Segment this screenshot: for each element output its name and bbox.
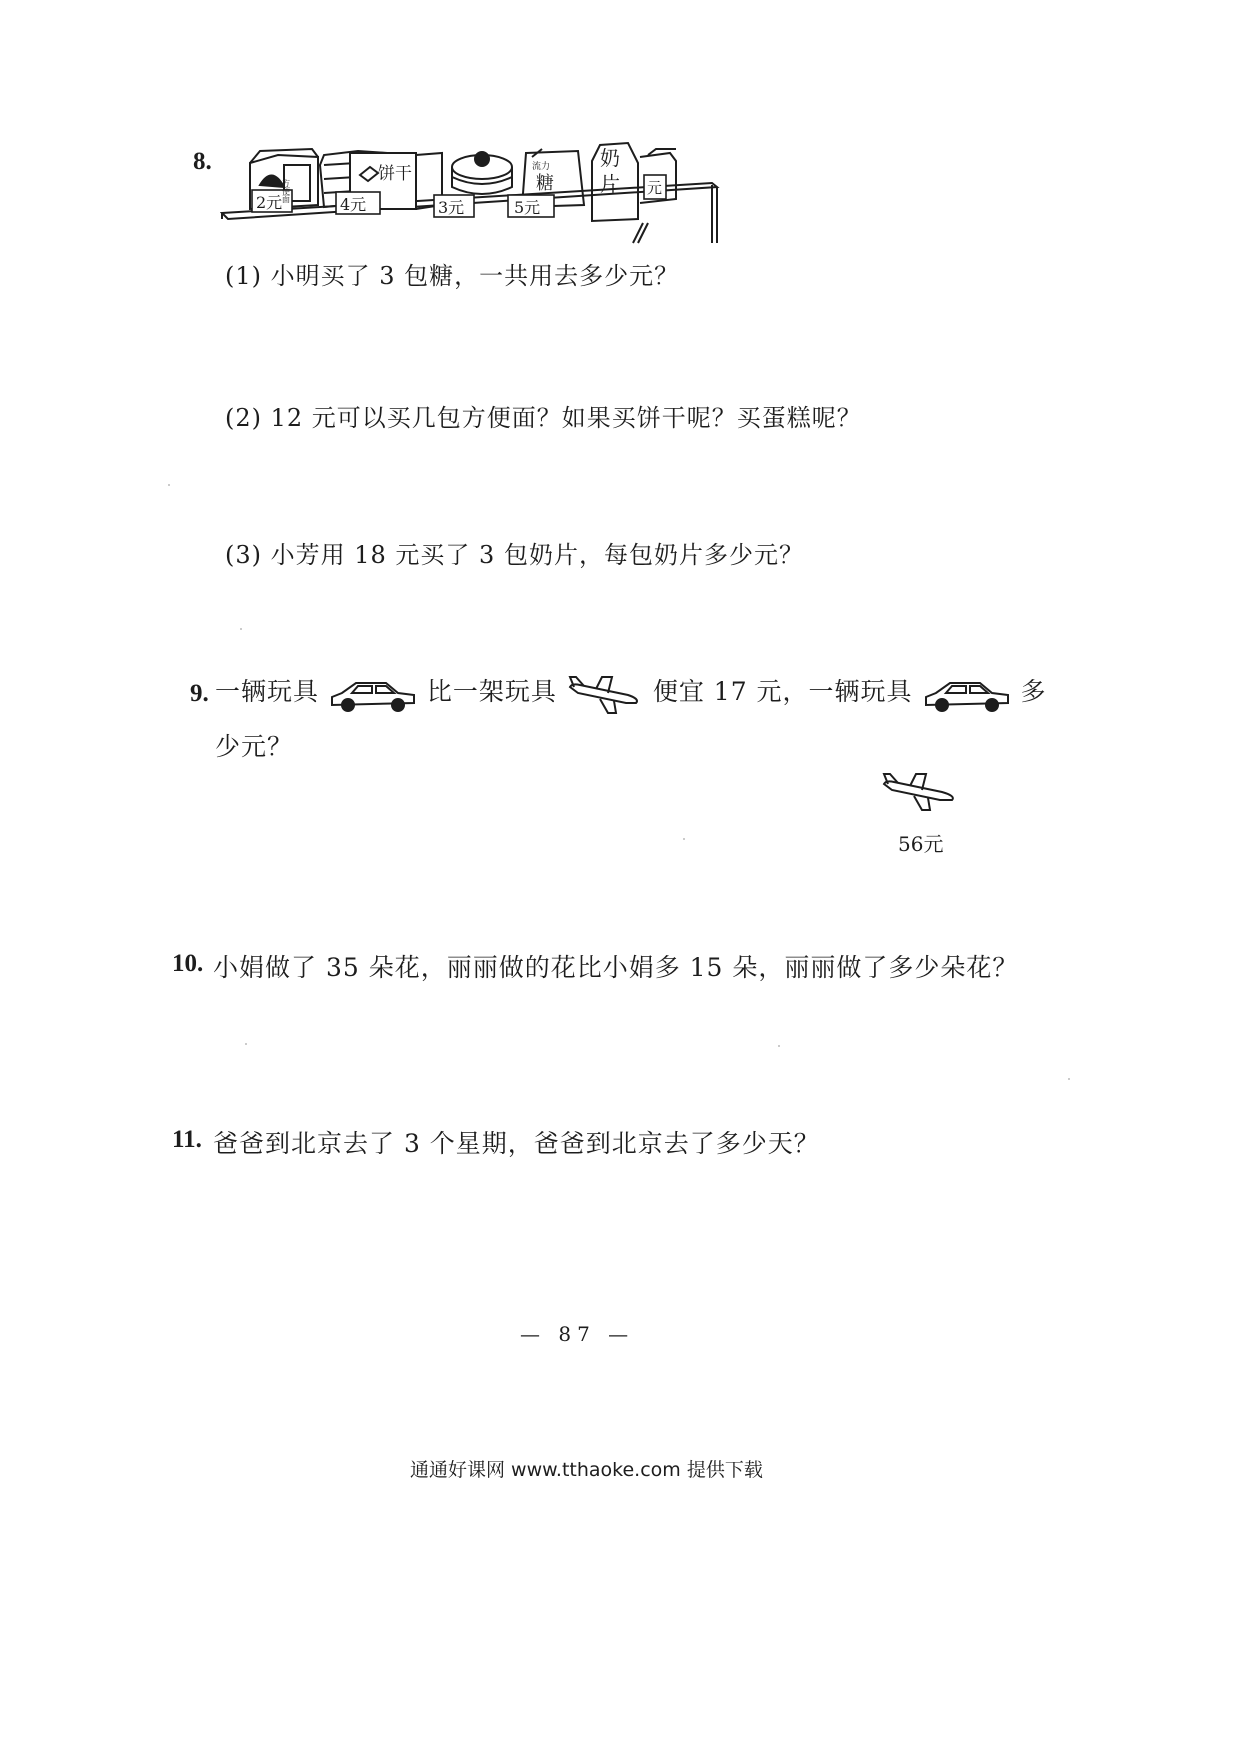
label-milk-2: 片 xyxy=(600,172,620,196)
shop-shelf-illustration xyxy=(220,135,730,247)
footer-credit: 通通好课网 www.tthaoke.com 提供下载 xyxy=(410,1459,763,1481)
question-8-number: 8. xyxy=(193,148,212,175)
question-9-number: 9. xyxy=(190,680,209,707)
plane-price-label: 56元 xyxy=(898,832,944,856)
toy-plane-price-icon xyxy=(880,770,960,814)
price-tag-cake: 3元 xyxy=(438,198,465,217)
toy-car-icon xyxy=(328,675,418,713)
q9-text-c: 便宜 17 元，一辆玩具 xyxy=(652,677,913,706)
question-8-part-3: (3) 小芳用 18 元买了 3 包奶片，每包奶片多少元？ xyxy=(225,541,804,569)
q9-text-d: 多 xyxy=(1020,677,1047,706)
label-milk-1: 奶 xyxy=(600,146,620,170)
question-10-number: 10. xyxy=(172,950,204,977)
page-number: — 87 — xyxy=(520,1322,635,1346)
q9-text-b: 比一架玩具 xyxy=(426,677,557,706)
label-noodles: 方便面 xyxy=(281,179,291,203)
question-9-line-2: 少元？ xyxy=(215,732,294,761)
label-biscuits: 饼干 xyxy=(378,164,412,184)
question-8-part-2: (2) 12 元可以买几包方便面？如果买饼干呢？买蛋糕呢？ xyxy=(225,404,862,432)
question-8-part-1: (1) 小明买了 3 包糖，一共用去多少元？ xyxy=(225,262,680,290)
label-candy-brand: 流力 xyxy=(532,162,551,172)
price-tag-noodles: 2元 xyxy=(256,193,283,212)
question-11-number: 11. xyxy=(172,1126,202,1153)
price-tag-biscuits: 4元 xyxy=(340,195,367,214)
toy-car-icon-2 xyxy=(922,675,1012,713)
question-11-text: 爸爸到北京去了 3 个星期，爸爸到北京去了多少天？ xyxy=(213,1129,820,1158)
price-tag-candy: 5元 xyxy=(514,198,541,217)
question-9-line-1 xyxy=(215,672,1046,715)
question-10-text: 小娟做了 35 朵花，丽丽做的花比小娟多 15 朵，丽丽做了多少朵花？ xyxy=(213,953,1019,982)
toy-plane-icon xyxy=(566,673,644,715)
label-candy: 糖 xyxy=(536,173,554,194)
price-tag-milk: 元 xyxy=(647,179,663,197)
q9-text-a: 一辆玩具 xyxy=(215,677,320,706)
